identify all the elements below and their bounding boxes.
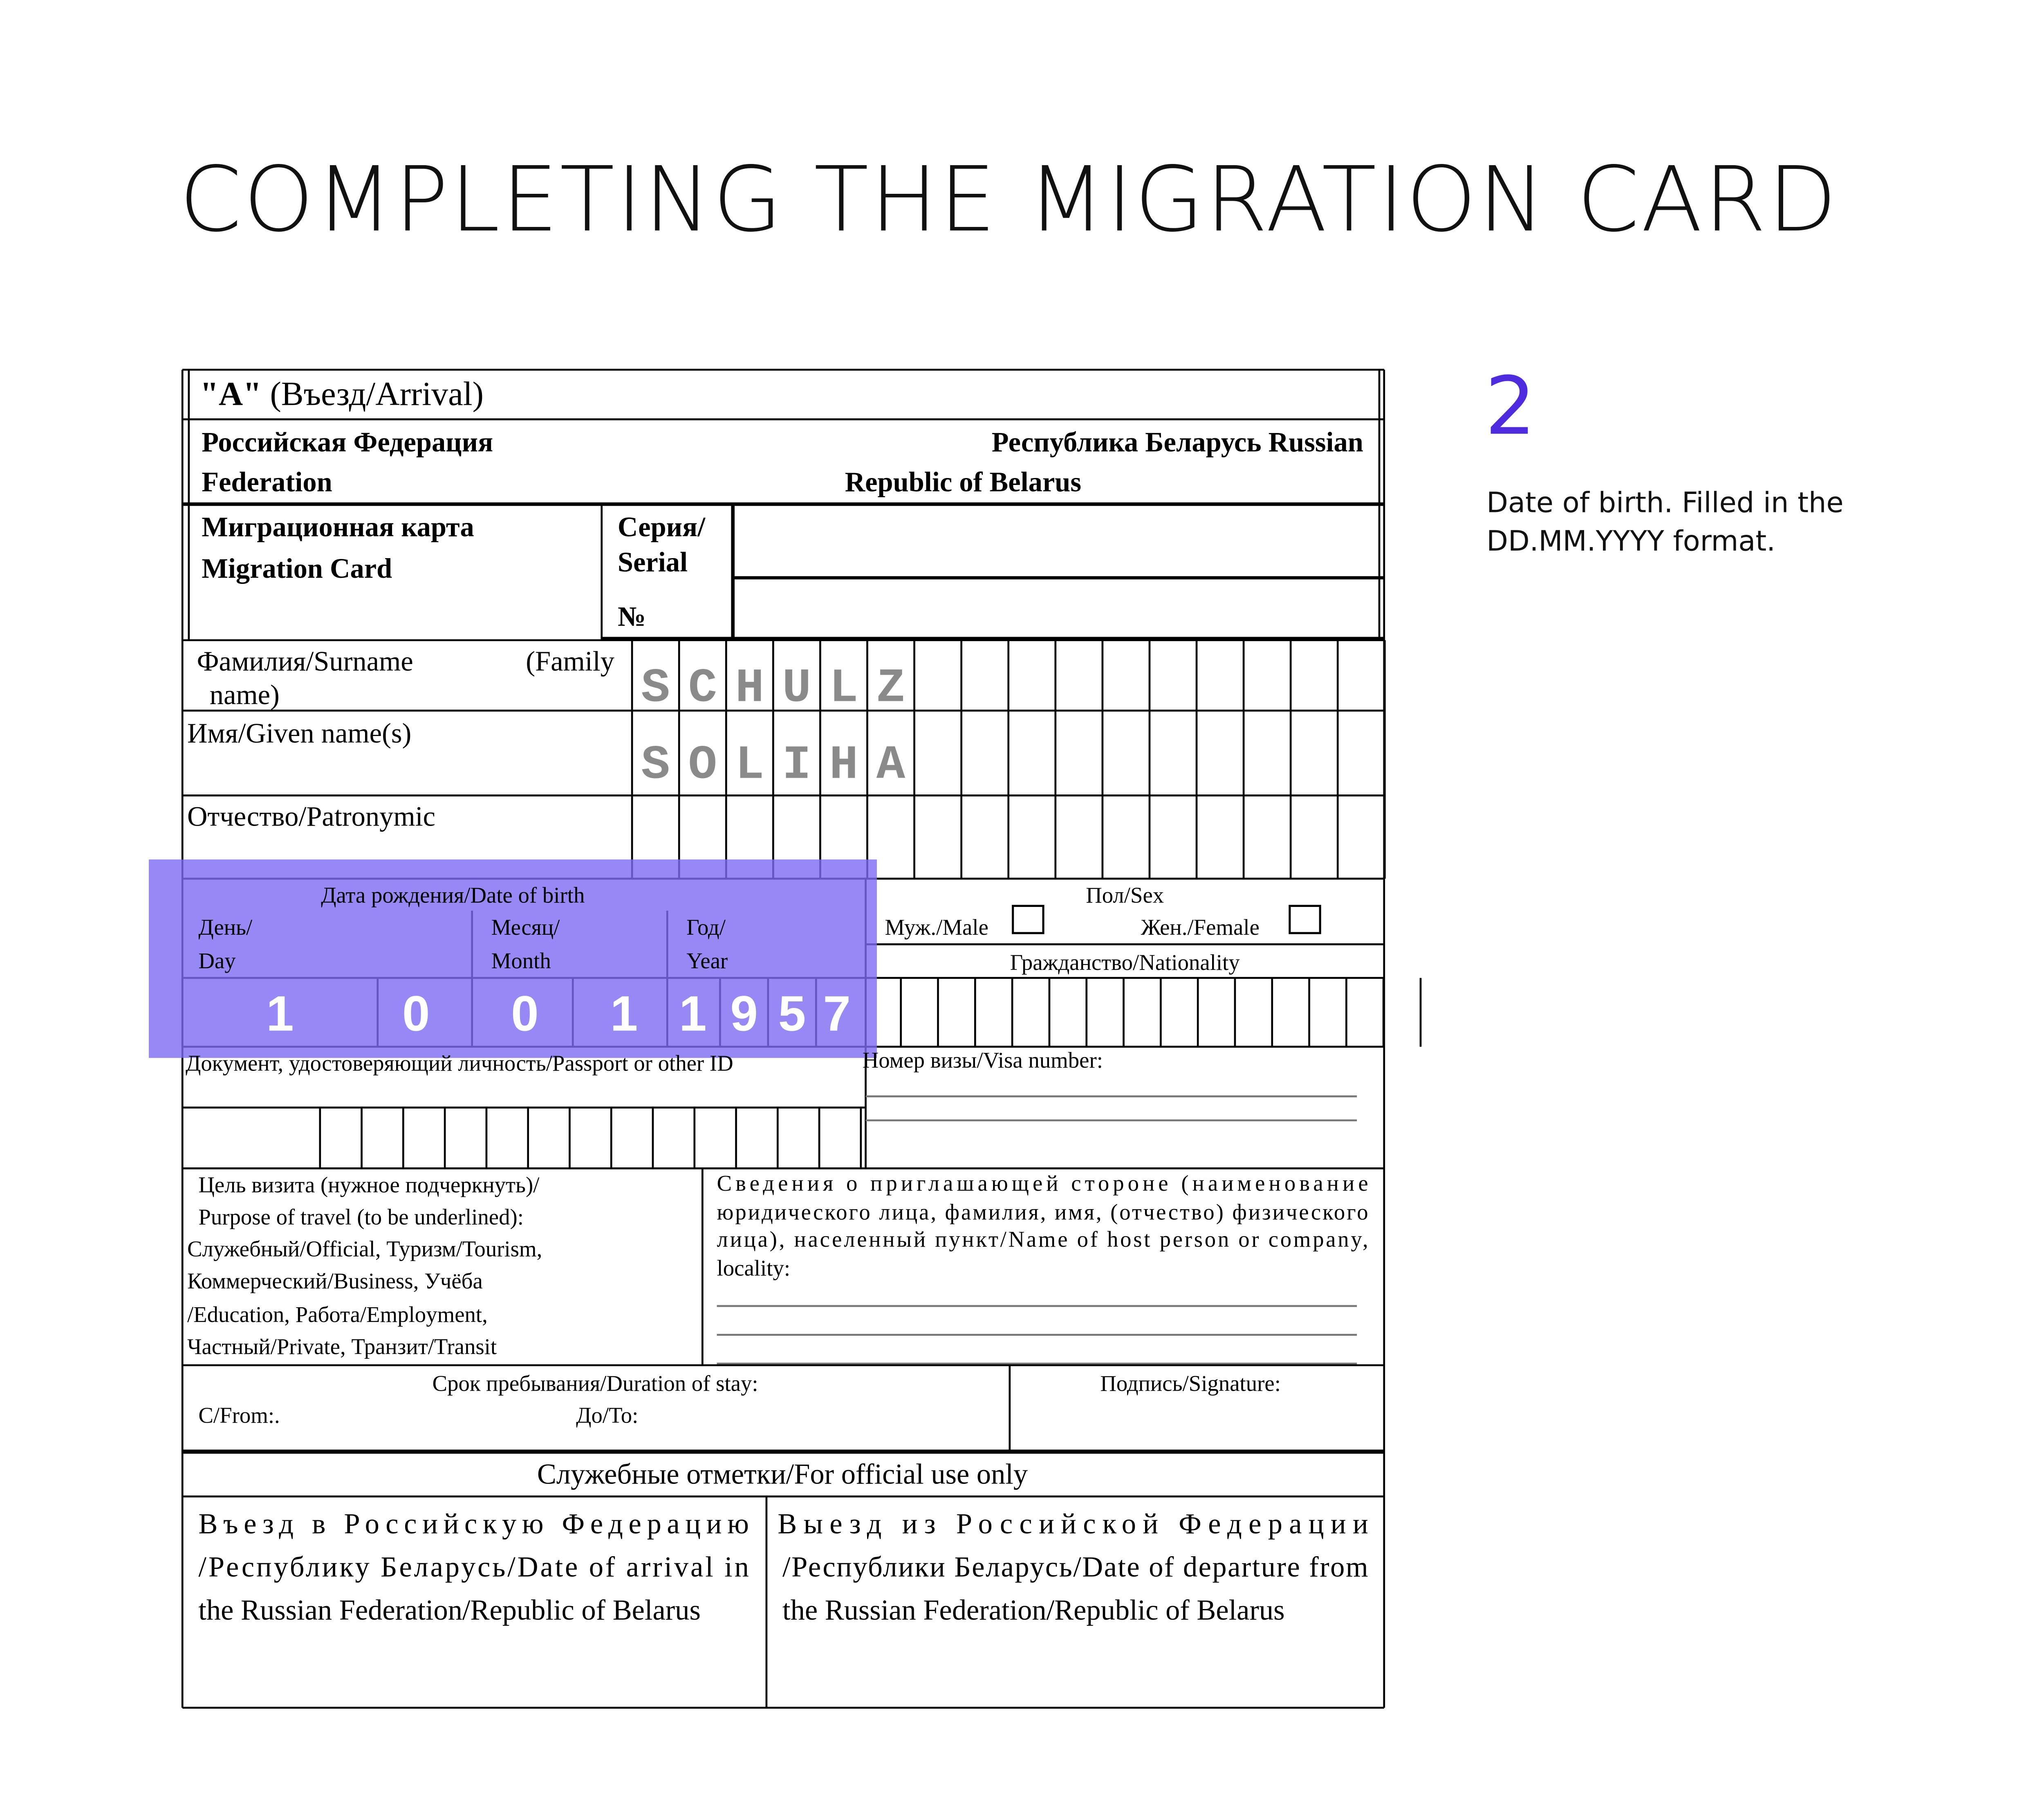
dob-digit: 5 <box>778 985 806 1041</box>
purpose-line-5: /Education, Работа/Employment, <box>187 1302 488 1327</box>
surname-letter: L <box>829 661 858 716</box>
male-label: Муж./Male <box>885 914 988 940</box>
dob-digit: 1 <box>679 985 707 1041</box>
female-checkbox[interactable] <box>1290 906 1320 933</box>
nationality-label: Гражданство/Nationality <box>1010 950 1240 975</box>
purpose-line-1: Цель визита (нужное подчеркнуть)/ <box>198 1172 540 1198</box>
given-name-letter: A <box>876 738 905 793</box>
given-name-letter: O <box>688 738 717 793</box>
number-label: № <box>617 601 646 632</box>
purpose-line-3: Служебный/Official, Туризм/Tourism, <box>187 1236 542 1261</box>
surname-letter: C <box>688 661 717 716</box>
departure-line-2: /Республики Беларусь/Date of departure from <box>782 1551 1368 1583</box>
migration-card-ru: Миграционная карта <box>202 511 474 543</box>
year-label-en: Year <box>686 948 728 974</box>
departure-line-1: Выезд из Российской Федерации <box>778 1508 1368 1540</box>
dob-digit: 0 <box>511 985 539 1041</box>
serial-label-1: Серия/ <box>617 511 706 543</box>
surname-label-family: (Family <box>526 646 615 677</box>
dob-digit: 0 <box>402 985 430 1041</box>
card-header <box>200 375 484 412</box>
from-label: С/From:. <box>198 1403 280 1428</box>
step-number: 2 <box>1485 360 1536 453</box>
surname-letter: Z <box>876 661 905 716</box>
page-title: COMPLETING THE MIGRATION CARD <box>179 149 1839 253</box>
dob-digit: 1 <box>266 985 294 1041</box>
day-label-ru: День/ <box>198 914 253 940</box>
month-label-en: Month <box>491 948 551 974</box>
official-use-label: Служебные отметки/For official use only <box>537 1458 1028 1490</box>
given-name-letter: I <box>782 738 811 793</box>
arrival-line-1: Въезд в Российскую Федерацию <box>198 1508 749 1540</box>
card-header-letter: "А" <box>200 375 262 413</box>
given-name-letter: L <box>735 738 764 793</box>
serial-label-2: Serial <box>617 546 688 578</box>
surname-label: Фамилия/Surname <box>197 646 413 677</box>
patronymic-label: Отчество/Patronymic <box>187 801 436 832</box>
migration-card-en: Migration Card <box>202 553 392 584</box>
year-label-ru: Год/ <box>686 914 726 940</box>
purpose-line-6: Частный/Private, Транзит/Transit <box>187 1334 497 1359</box>
given-name-letter: S <box>641 738 670 793</box>
host-line-4: locality: <box>717 1255 791 1281</box>
surname-label-name: name) <box>209 679 280 711</box>
arrival-line-3: the Russian Federation/Republic of Belarus <box>198 1594 701 1627</box>
signature-label: Подпись/Signature: <box>1100 1371 1281 1396</box>
country-right-1: Республика Беларусь Russian <box>991 426 1363 458</box>
female-label: Жен./Female <box>1141 914 1260 940</box>
country-left-1: Российская Федерация <box>202 426 493 458</box>
passport-label: Документ, удостоверяющий личность/Passport or other ID <box>186 1050 733 1076</box>
surname-letter: H <box>735 661 764 716</box>
purpose-line-2: Purpose of travel (to be underlined): <box>198 1204 524 1230</box>
step-description: Date of birth. Filled in the DD.MM.YYYY format. <box>1486 488 1844 559</box>
country-left-2: Federation <box>202 466 332 498</box>
given-name-label: Имя/Given name(s) <box>187 718 412 749</box>
country-right-2: Republic of Belarus <box>845 466 1082 498</box>
surname-letter: S <box>641 661 670 716</box>
departure-line-3: the Russian Federation/Republic of Belarus <box>782 1594 1285 1627</box>
sex-label: Пол/Sex <box>1086 882 1164 908</box>
duration-label: Срок пребывания/Duration of stay: <box>432 1371 758 1396</box>
purpose-line-4: Коммерческий/Business, Учёба <box>187 1268 483 1293</box>
male-checkbox[interactable] <box>1013 906 1043 933</box>
host-line-3: лица), населенный пункт/Name of host person or company, <box>717 1227 1368 1252</box>
visa-label: Номер визы/Visa number: <box>862 1047 1103 1073</box>
surname-letter: U <box>782 661 811 716</box>
month-label-ru: Месяц/ <box>491 914 560 940</box>
day-label-en: Day <box>198 948 236 974</box>
host-line-1: Сведения о приглашающей стороне (наименование <box>717 1171 1368 1196</box>
dob-digit: 9 <box>730 985 758 1041</box>
host-line-2: юридического лица, фамилия, имя, (отчество) физического <box>717 1199 1368 1225</box>
dob-digit: 1 <box>610 985 638 1041</box>
dob-digit: 7 <box>823 985 851 1041</box>
card-header-arrival: (Въезд/Arrival) <box>261 375 484 413</box>
to-label: До/To: <box>576 1403 639 1428</box>
arrival-line-2: /Республику Беларусь/Date of arrival in <box>198 1551 749 1583</box>
dob-header: Дата рождения/Date of birth <box>321 882 585 908</box>
given-name-letter: H <box>829 738 858 793</box>
